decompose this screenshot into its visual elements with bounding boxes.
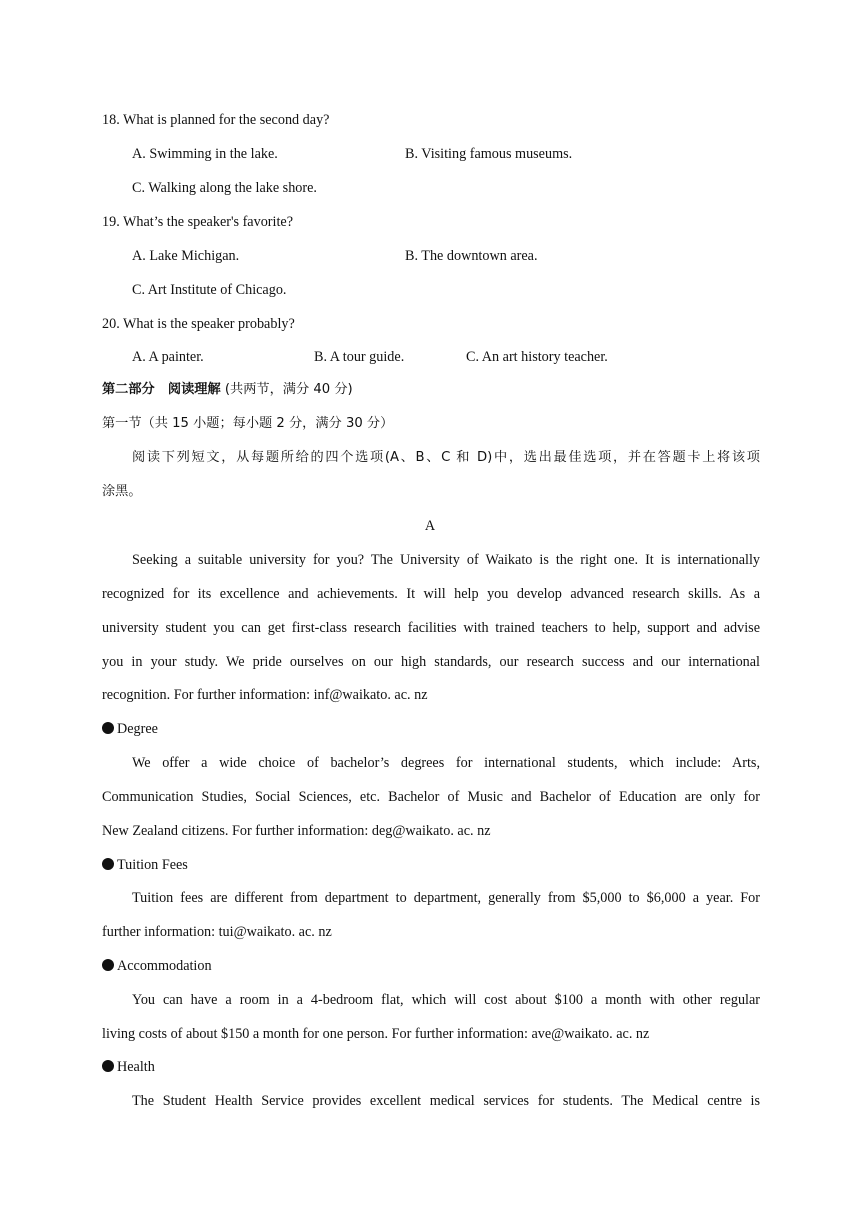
intro-line-4: you in your study. We pride ourselves on our high standards, our research success and our international: [102, 654, 760, 670]
fees-heading: [102, 856, 188, 874]
health-line-1: The Student Health Service provides excellent medical services for students. The Medical centre is: [132, 1093, 760, 1109]
question-20-stem: 20. What is the speaker probably?: [102, 316, 295, 332]
intro-line-2: recognized for its excellence and achievements. It will help you develop advanced research skills. As a: [102, 586, 760, 602]
question-19-option-b: B. The downtown area.: [405, 248, 538, 264]
question-19-option-a: A. Lake Michigan.: [132, 248, 240, 264]
intro-line-5: recognition. For further information: inf@waikato. ac. nz: [102, 687, 428, 703]
intro-line-1: Seeking a suitable university for you? The University of Waikato is the right one. It is internationally: [132, 552, 760, 568]
health-title: Health: [117, 1059, 155, 1075]
bullet-icon: [102, 722, 114, 734]
passage-label: A: [424, 518, 436, 534]
degree-line-3: New Zealand citizens. For further information: deg@waikato. ac. nz: [102, 823, 491, 839]
question-19-option-c: C. Art Institute of Chicago.: [132, 282, 287, 298]
fees-line-2: further information: tui@waikato. ac. nz: [102, 924, 332, 940]
accommodation-title: Accommodation: [117, 958, 212, 974]
accommodation-line-1: You can have a room in a 4-bedroom flat, which will cost about $100 a month with other regular: [132, 992, 760, 1008]
bullet-icon: [102, 959, 114, 971]
instruction-line-1: 阅读下列短文，从每题所给的四个选项(A、B、C 和 D)中，选出最佳选项，并在答题卡上将该项: [132, 450, 760, 465]
degree-line-2: Communication Studies, Social Sciences, etc. Bachelor of Music and Bachelor of Education are only for: [102, 789, 760, 805]
question-20-option-a: A. A painter.: [132, 349, 204, 365]
part2-heading-title: 第二部分 阅读理解: [102, 382, 221, 397]
bullet-icon: [102, 1060, 114, 1072]
accommodation-heading: [102, 957, 212, 975]
part2-heading: [102, 381, 353, 399]
accommodation-line-2: living costs of about $150 a month for one person. For further information: ave@waikato. ac. nz: [102, 1026, 650, 1042]
question-18-stem: 18. What is planned for the second day?: [102, 112, 330, 128]
health-heading: [102, 1058, 155, 1076]
degree-heading: [102, 720, 158, 738]
question-18-option-c: C. Walking along the lake shore.: [132, 180, 317, 196]
degree-line-1: We offer a wide choice of bachelor’s degrees for international students, which include: Arts,: [132, 755, 760, 771]
question-20-option-c: C. An art history teacher.: [466, 349, 608, 365]
question-18-option-b: B. Visiting famous museums.: [405, 146, 573, 162]
part2-heading-score: (共两节，满分 40 分): [224, 382, 353, 397]
question-20-option-b: B. A tour guide.: [314, 349, 405, 365]
instruction-line-2: 涂黑。: [102, 484, 142, 499]
bullet-icon: [102, 858, 114, 870]
question-18-option-a: A. Swimming in the lake.: [132, 146, 278, 162]
intro-line-3: university student you can get first-class research facilities with trained teachers to help, support and advise: [102, 620, 760, 636]
fees-line-1: Tuition fees are different from department to department, generally from $5,000 to $6,000 a year. For: [132, 890, 760, 906]
fees-title: Tuition Fees: [117, 857, 188, 873]
degree-title: Degree: [117, 721, 158, 737]
question-19-stem: 19. What’s the speaker's favorite?: [102, 214, 293, 230]
section1-heading: 第一节（共 15 小题；每小题 2 分，满分 30 分）: [102, 416, 394, 431]
